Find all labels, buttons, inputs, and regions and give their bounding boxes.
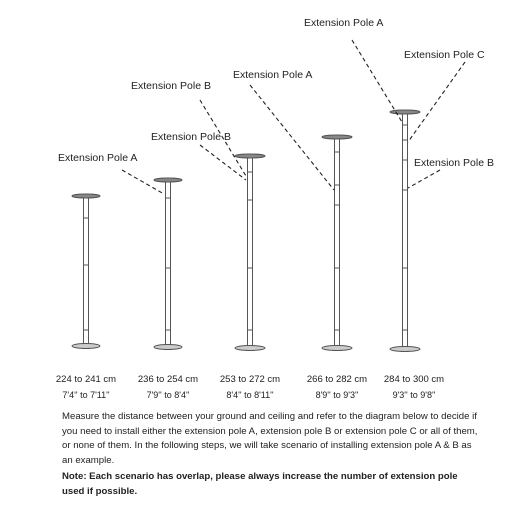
callout-label: Extension Pole B: [151, 131, 231, 143]
callout-label: Extension Pole A: [233, 69, 313, 81]
instructions: [62, 410, 482, 500]
pole-4: [322, 135, 352, 351]
leader-line-3: [200, 145, 246, 180]
callout-label: Extension Pole B: [414, 157, 494, 169]
pole-range-cm: 224 to 241 cm: [55, 374, 117, 385]
instructions-note: Note: Each scenario has overlap, please always increase the number of extension pole used if possible.: [62, 471, 458, 497]
callout-label: Extension Pole A: [58, 152, 138, 164]
pole-range-ft: 9'3'' to 9'8'': [392, 390, 436, 400]
pole-2: [154, 178, 182, 350]
leader-line-7: [408, 170, 440, 188]
leader-line-6: [408, 62, 465, 142]
instructions-body: Measure the distance between your ground and ceiling and refer to the diagram below to decide if you need to install either the extension pole A, extension pole B or extension pole C or all of them, or none of them. In the following steps, we will take scenario of installing extension pole A & B as an example.: [62, 411, 478, 466]
pole-1: [72, 194, 100, 349]
pole-range-ft: 7'9'' to 8'4'': [146, 390, 190, 400]
pole-range-cm: 266 to 282 cm: [306, 374, 368, 385]
pole-5: [390, 110, 420, 352]
pole-range-ft: 7'4'' to 7'11'': [62, 390, 110, 400]
callout-label: Extension Pole C: [404, 49, 485, 61]
callout-label: Extension Pole B: [131, 80, 211, 92]
callout-label: Extension Pole A: [304, 17, 384, 29]
pole-range-cm: 236 to 254 cm: [137, 374, 199, 385]
pole-range-cm: 284 to 300 cm: [383, 374, 445, 385]
pole-range-cm: 253 to 272 cm: [219, 374, 281, 385]
pole-range-ft: 8'4'' to 8'11'': [226, 390, 274, 400]
pole-range-ft: 8'9'' to 9'3'': [315, 390, 359, 400]
leader-line-4: [250, 85, 334, 190]
pole-3: [235, 154, 265, 351]
leader-line-5: [352, 40, 402, 122]
leader-line-1: [122, 170, 164, 194]
